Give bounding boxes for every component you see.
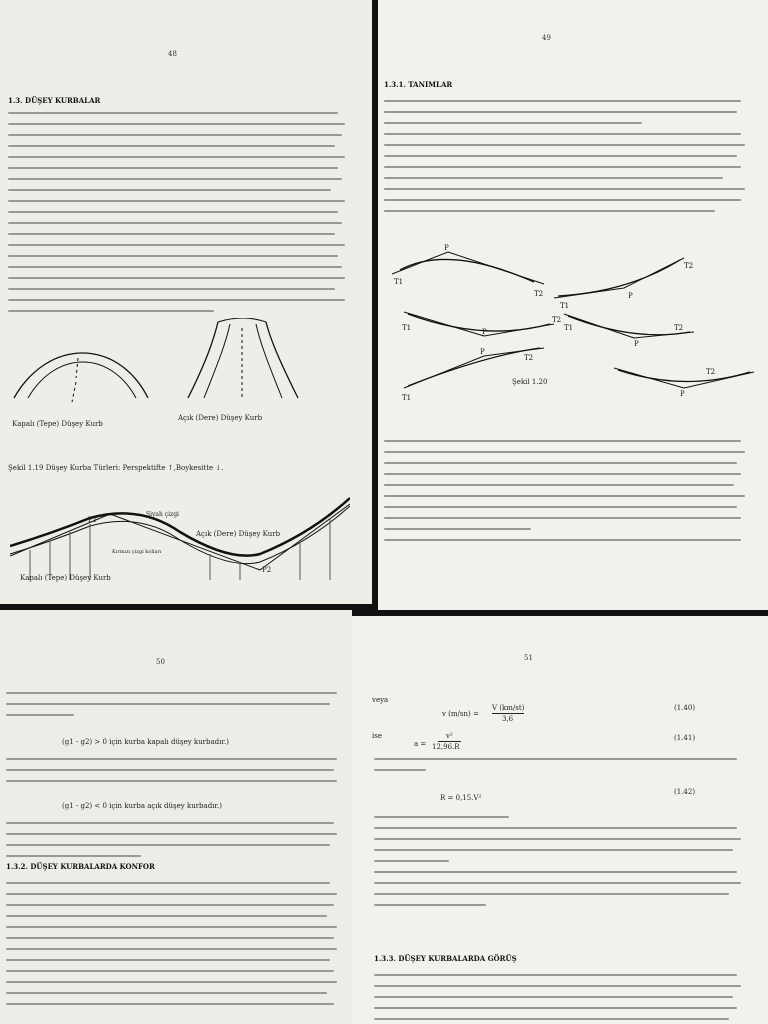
eq142-number: (1.42) xyxy=(674,788,696,796)
section-heading: 1.3. DÜŞEY KURBALAR xyxy=(8,96,101,105)
svg-text:P: P xyxy=(628,292,633,300)
fig120-caption: Şekil 1.20 xyxy=(512,378,548,386)
fig119-caption: Şekil 1.19 Düşey Kurba Türleri: Perspektifte ↑,Boykesitte ↓. xyxy=(8,464,224,472)
formula-concave: (g1 - g2) < 0 için kurba açık düşey kurbadır.) xyxy=(62,802,222,810)
svg-text:T2: T2 xyxy=(534,290,544,298)
profile-label-right: Açık (Dere) Düşey Kurb xyxy=(196,530,281,538)
svg-text:T1: T1 xyxy=(402,324,412,332)
fig119-label-right: Açık (Dere) Düşey Kurb xyxy=(178,414,263,422)
paragraph-placeholder xyxy=(374,816,748,915)
eq141-number: (1.41) xyxy=(674,734,696,742)
profile-p2: P2 xyxy=(262,566,272,574)
svg-text:P: P xyxy=(480,348,485,356)
svg-text:P: P xyxy=(444,244,449,252)
page-49 xyxy=(378,0,768,610)
eq141-numerator: v² xyxy=(438,732,461,742)
eq140-number: (1.40) xyxy=(674,704,696,712)
section-heading: 1.3.2. DÜŞEY KURBALARDA KONFOR xyxy=(6,862,155,871)
figure-profile-diagram xyxy=(10,484,350,584)
paragraph-placeholder xyxy=(6,882,344,1014)
svg-text:P: P xyxy=(634,340,639,348)
svg-text:T1: T1 xyxy=(394,278,404,286)
eq140-lhs: v (m/sn) = xyxy=(442,710,479,718)
eq142: R = 0,15.V² xyxy=(440,794,482,802)
svg-text:P: P xyxy=(680,390,685,398)
profile-label-mid: Kırmızı çizgi kolları xyxy=(112,549,162,555)
profile-label-bottom: Kapalı (Tepe) Düşey Kurb xyxy=(20,574,111,582)
svg-text:T2: T2 xyxy=(684,262,694,270)
paragraph-placeholder xyxy=(384,440,752,550)
svg-text:T1: T1 xyxy=(564,324,574,332)
paragraph-placeholder xyxy=(374,758,748,780)
eq140-denominator: 3,6 xyxy=(502,715,514,723)
page-number: 51 xyxy=(524,654,533,662)
section-heading: 1.3.1. TANIMLAR xyxy=(384,80,453,89)
section-heading: 1.3.3. DÜŞEY KURBALARDA GÖRÜŞ xyxy=(374,954,517,963)
svg-text:T2: T2 xyxy=(524,354,534,362)
svg-text:T2: T2 xyxy=(674,324,684,332)
eq141-lhs: a = xyxy=(414,740,427,748)
paragraph-placeholder xyxy=(384,100,752,221)
profile-p1: P1 xyxy=(88,516,98,524)
paragraph-placeholder xyxy=(6,758,344,791)
page-48 xyxy=(0,0,372,604)
page-51 xyxy=(352,616,768,1024)
svg-text:T2: T2 xyxy=(552,316,562,324)
veya-label: veya xyxy=(372,696,389,704)
svg-text:P: P xyxy=(482,328,487,336)
svg-text:T2: T2 xyxy=(706,368,716,376)
eq141-denominator: 12,96.R xyxy=(432,743,460,751)
paragraph-placeholder xyxy=(374,974,748,1024)
svg-text:T1: T1 xyxy=(560,302,570,310)
profile-label-top: Siyah çizgi xyxy=(146,511,179,518)
paragraph-placeholder xyxy=(8,112,352,321)
page-number: 48 xyxy=(168,50,177,58)
fig119-label-left: Kapalı (Tepe) Düşey Kurb xyxy=(12,420,103,428)
eq140-numerator: V (km/st) xyxy=(492,704,525,712)
svg-text:T1: T1 xyxy=(402,394,412,402)
page-number: 50 xyxy=(156,658,165,666)
paragraph-placeholder xyxy=(6,692,344,725)
page-number: 49 xyxy=(542,34,551,42)
formula-convex: (g1 - g2) > 0 için kurba kapalı düşey kurbadır.) xyxy=(62,738,229,746)
figure-1-20 xyxy=(384,238,764,410)
paragraph-placeholder xyxy=(6,822,344,866)
ise-label: ise xyxy=(372,732,382,740)
figure-1-19-perspective xyxy=(8,318,308,428)
page-50 xyxy=(0,610,352,1024)
